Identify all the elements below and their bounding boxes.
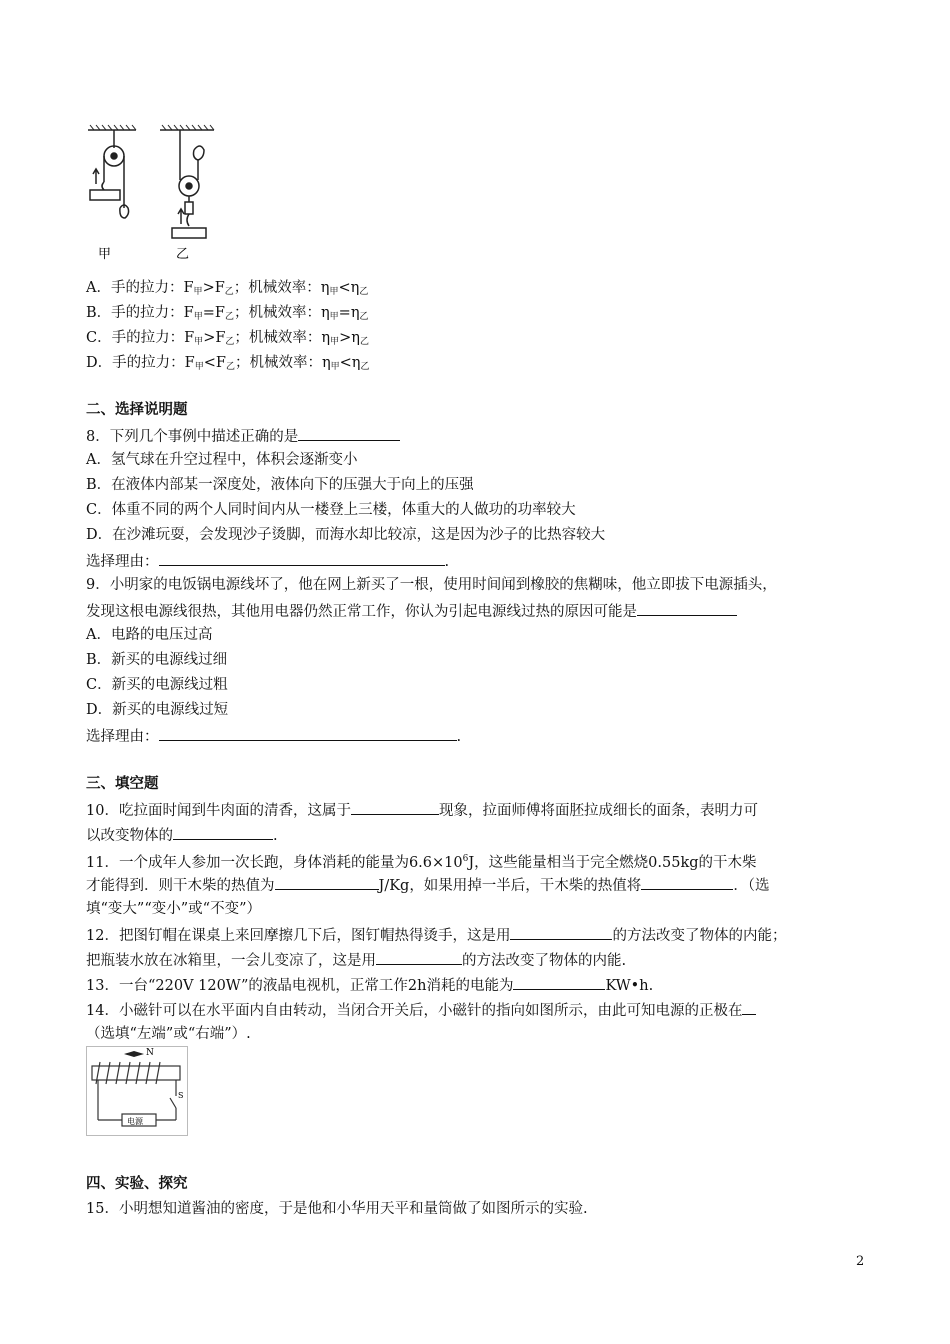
q8-option-d: D．在沙滩玩耍，会发现沙子烫脚，而海水却比较凉，这是因为沙子的比热容较大 — [86, 527, 606, 543]
q9-reason-blank[interactable] — [159, 725, 457, 741]
q13-line: 13．一台“220V 120W”的液晶电视机，正常工作2h消耗的电能为 KW•h. — [86, 974, 653, 996]
q8-reason-blank[interactable] — [159, 550, 445, 566]
page-number: 2 — [856, 1254, 865, 1269]
q10-line1: 10．吃拉面时闻到牛肉面的清香，这属于 现象，拉面师傅将面胚拉成细长的面条，表明力可 — [86, 799, 758, 821]
q9-stem-line1: 9．小明家的电饭锅电源线坏了，他在网上新买了一根，使用时间闻到橡胶的焦糊味，他立即拔下电源插头， — [86, 577, 777, 593]
pulley-figure — [86, 124, 216, 264]
needle-n-label: N — [146, 1048, 154, 1058]
q11-line2: 才能得到．则干木柴的热值为 J/Kg，如果用掉一半后，干木柴的热值将 ．（选 — [86, 874, 770, 896]
q9-option-b: B．新买的电源线过细 — [86, 652, 228, 668]
label-yi: 乙 — [176, 247, 190, 262]
solenoid-figure — [86, 1046, 188, 1136]
q7-option-d: D．手的拉力：$F_甲<F_乙$；机械效率：$\eta_甲<\eta_乙$ — [86, 355, 370, 372]
label-jia: 甲 — [98, 247, 112, 262]
q12-blank-2[interactable] — [376, 949, 462, 965]
q14-blank[interactable] — [742, 999, 756, 1015]
q10-blank-1[interactable] — [351, 799, 439, 815]
q7-option-a: A．手的拉力：$F_甲>F_乙$；机械效率：$\eta_甲<\eta_乙$ — [86, 280, 369, 297]
section-3-title: 三、填空题 — [86, 776, 159, 792]
section-2-title: 二、选择说明题 — [86, 402, 188, 418]
q9-option-a: A．电路的电压过高 — [86, 627, 213, 643]
q8-option-a: A．氢气球在升空过程中，体积会逐渐变小 — [86, 452, 358, 468]
switch-s-label: S — [178, 1091, 184, 1100]
q10-line2: 以改变物体的 . — [86, 824, 278, 846]
q8-answer-blank[interactable] — [298, 425, 400, 441]
q7-option-c: C．手的拉力：$F_甲>F_乙$；机械效率：$\eta_甲>\eta_乙$ — [86, 330, 369, 347]
q14-line2: （选填“左端”或“右端”）. — [86, 1026, 251, 1042]
q12-line2: 把瓶装水放在冰箱里，一会儿变凉了，这是用 的方法改变了物体的内能. — [86, 949, 626, 971]
q14-line1: 14．小磁针可以在水平面内自由转动，当闭合开关后，小磁针的指向如图所示，由此可知电源的正极在 — [86, 999, 756, 1021]
q8-option-b: B．在液体内部某一深度处，液体向下的压强大于向上的压强 — [86, 477, 474, 493]
q9-option-d: D．新买的电源线过短 — [86, 702, 229, 718]
q11-blank-2[interactable] — [641, 874, 733, 890]
q13-blank[interactable] — [513, 974, 605, 990]
q9-answer-blank[interactable] — [637, 600, 737, 616]
power-source-label: 电源 — [127, 1117, 143, 1126]
section-4-title: 四、实验、探究 — [86, 1176, 188, 1192]
q11-line1: 11．一个成年人参加一次长跑，身体消耗的能量为$6.6\times 10^6J$，这些能量相当于完全燃烧0.55kg的干木柴 — [86, 854, 757, 871]
q15-stem: 15．小明想知道酱油的密度，于是他和小华用天平和量筒做了如图所示的实验. — [86, 1201, 588, 1217]
q9-option-c: C．新买的电源线过粗 — [86, 677, 228, 693]
q9-stem-line2: 发现这根电源线很热，其他用电器仍然正常工作，你认为引起电源线过热的原因可能是 — [86, 600, 737, 622]
q8-option-c: C．体重不同的两个人同时间内从一楼登上三楼，体重大的人做功的功率较大 — [86, 502, 576, 518]
q11-blank-1[interactable] — [275, 874, 379, 890]
q12-line1: 12．把图钉帽在课桌上来回摩擦几下后，图钉帽热得烫手，这是用 的方法改变了物体的内能； — [86, 924, 786, 946]
q7-option-b: B．手的拉力：$F_甲=F_乙$；机械效率：$\eta_甲=\eta_乙$ — [86, 305, 369, 322]
q8-reason: 选择理由： . — [86, 550, 449, 572]
q11-line3: 填“变大”“变小”或“不变”） — [86, 901, 261, 917]
q8-stem: 8．下列几个事例中描述正确的是 — [86, 425, 400, 447]
q9-reason: 选择理由： . — [86, 725, 461, 747]
q10-blank-2[interactable] — [173, 824, 273, 840]
q12-blank-1[interactable] — [510, 924, 612, 940]
